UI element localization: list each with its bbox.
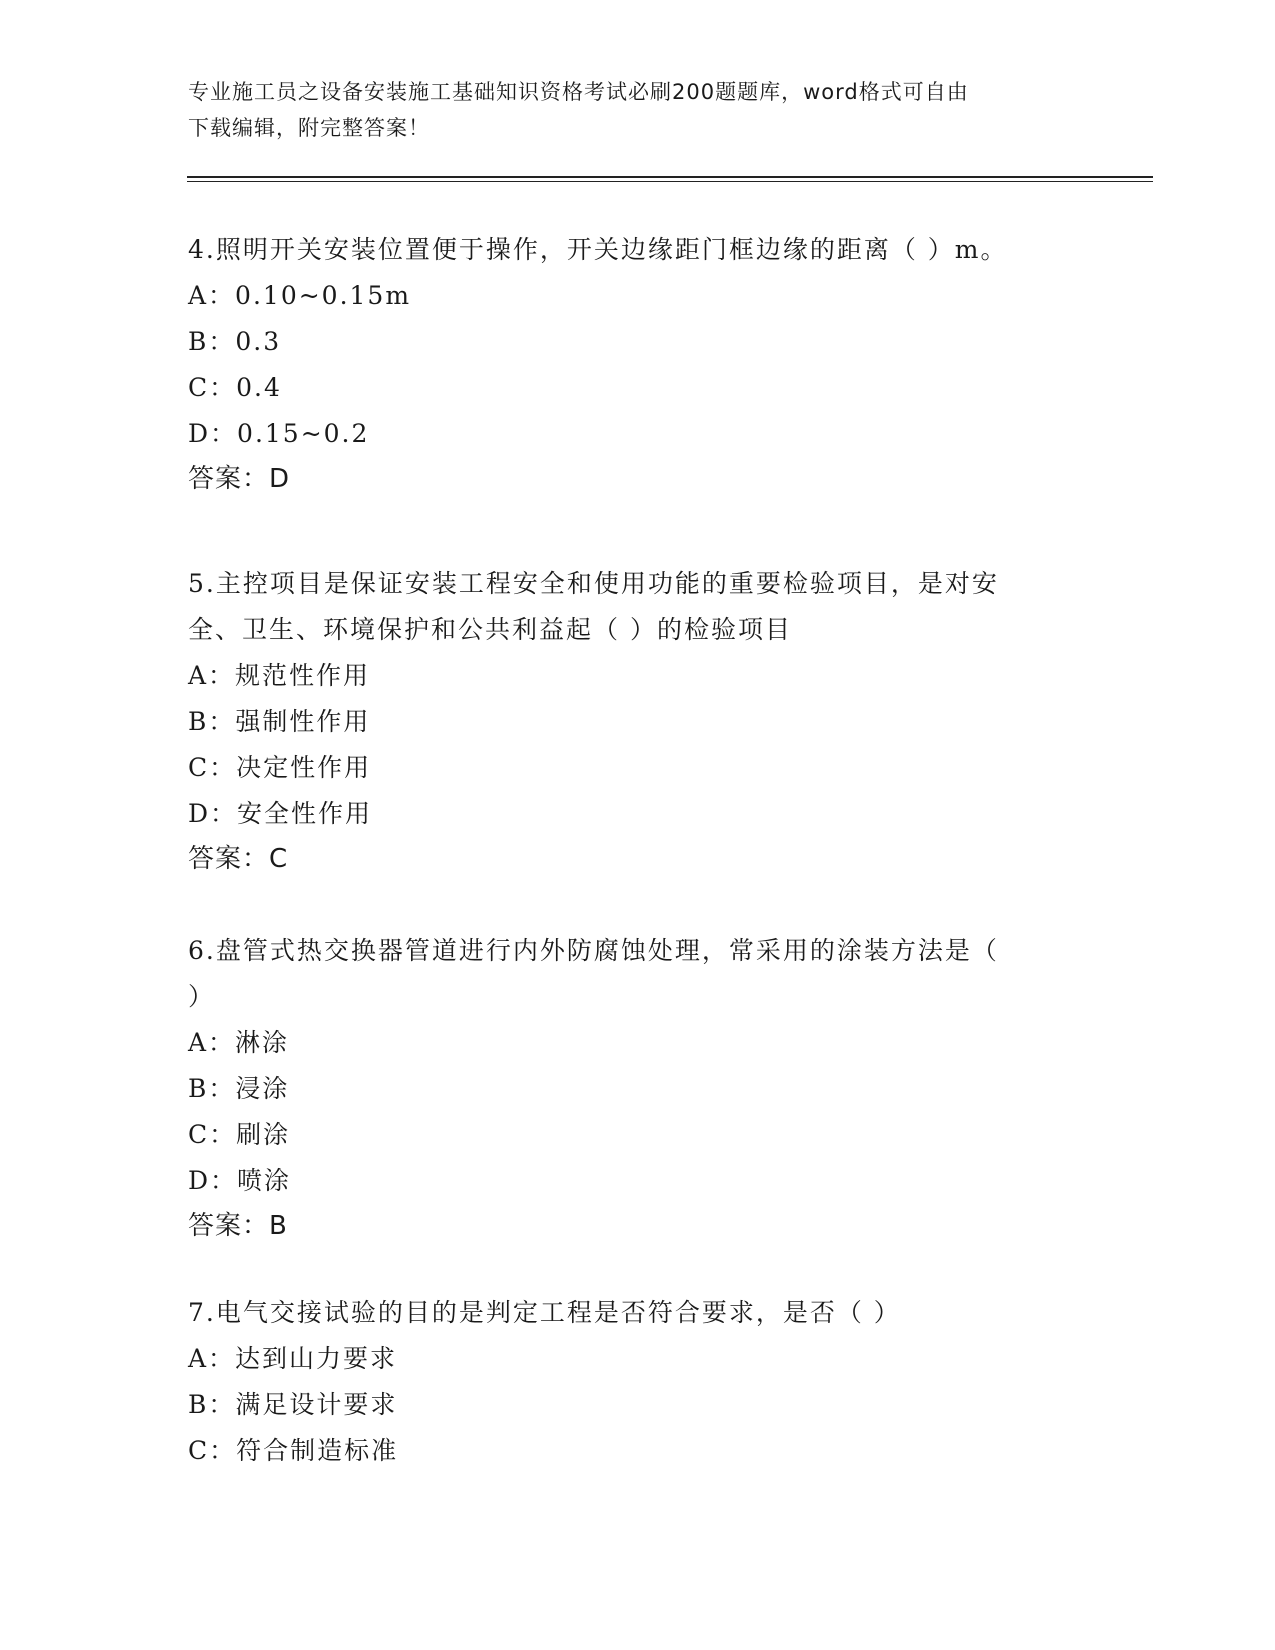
option-a: A：淋涂 <box>188 1028 290 1057</box>
option-c: C：符合制造标准 <box>188 1436 399 1465</box>
option-c: C：决定性作用 <box>188 753 372 782</box>
option-c: C：0.4 <box>188 373 282 402</box>
question-text: 4.照明开关安装位置便于操作，开关边缘距门框边缘的距离（ ）m。 <box>188 235 1008 264</box>
option-b: B：满足设计要求 <box>188 1390 398 1419</box>
question-7 <box>188 1290 1068 1474</box>
question-text-line-2: ） <box>188 982 216 1011</box>
option-a: A：达到山力要求 <box>188 1344 398 1373</box>
option-c: C：刷涂 <box>188 1120 291 1149</box>
option-a: A：0.10~0.15m <box>188 281 412 310</box>
question-text-line-2: 全、卫生、环境保护和公共利益起（ ）的检验项目 <box>188 615 792 644</box>
header-line-1: 专业施工员之设备安装施工基础知识资格考试必刷200题题库，word格式可自由 <box>188 80 969 104</box>
option-b: B：浸涂 <box>188 1074 290 1103</box>
option-d: D：0.15~0.2 <box>188 419 370 448</box>
question-text-line-1: 6.盘管式热交换器管道进行内外防腐蚀处理，常采用的涂装方法是（ <box>188 936 999 965</box>
option-b: B：0.3 <box>188 327 282 356</box>
header-divider-thick <box>187 176 1153 178</box>
header-line-2: 下载编辑，附完整答案！ <box>188 116 430 140</box>
answer: 答案：D <box>188 464 291 494</box>
question-4 <box>188 227 1068 501</box>
option-d: D：喷涂 <box>188 1166 292 1195</box>
question-text: 7.电气交接试验的目的是判定工程是否符合要求，是否（ ） <box>188 1298 901 1327</box>
option-a: A：规范性作用 <box>188 661 371 690</box>
option-d: D：安全性作用 <box>188 799 373 828</box>
question-5 <box>188 561 1068 881</box>
header-divider-thin <box>187 181 1153 182</box>
answer: 答案：B <box>188 1211 288 1241</box>
document-header <box>188 74 1088 146</box>
option-b: B：强制性作用 <box>188 707 371 736</box>
question-text-line-1: 5.主控项目是保证安装工程安全和使用功能的重要检验项目，是对安 <box>188 569 999 598</box>
question-6 <box>188 928 1068 1248</box>
answer: 答案：C <box>188 844 289 874</box>
